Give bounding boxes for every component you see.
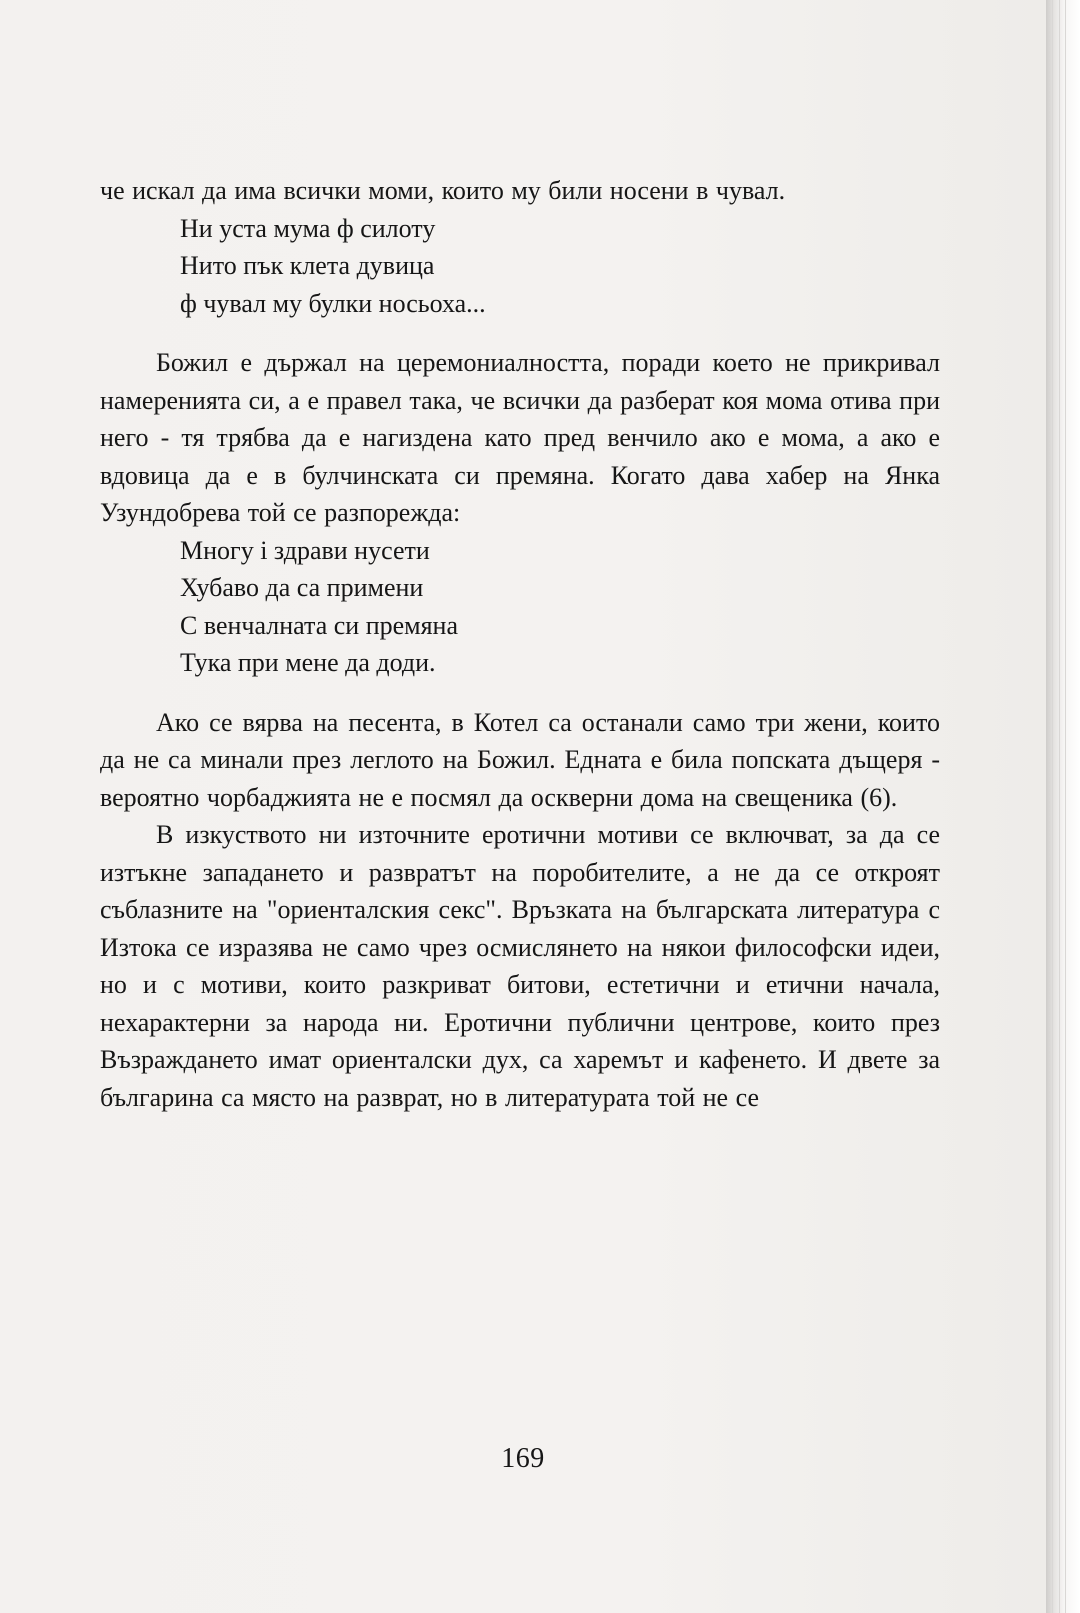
verse-first: [100, 210, 940, 323]
page-edge: [1046, 0, 1080, 1613]
verse-line: Тука при мене да доди.: [180, 648, 436, 677]
edge-line: [1059, 0, 1060, 1613]
paragraph-bozhil: Божил е държал на церемониалността, поради което не прикривал намеренията си, а е правел така, че всички да разберат коя мома отива при него - тя трябва да е нагиздена като пред венчило ако е мома, а ако е вдовица да е в булчинската си премяна. Когато дава хабер на Янка Узундобрева той се разпорежда:: [100, 348, 940, 527]
verse-line: С венчалната си премяна: [180, 610, 459, 640]
verse-line: Хубаво да са примени: [180, 573, 424, 602]
paragraph-oriental: В изкуството ни източните еротични мотиви се включват, за да се изтъкне западането и развратът на поробителите, а не да се откроят съблазните на "ориенталския секс". Връзката на българската литература с Изтока се изразява не само чрез осмислянето на някои философски идеи, но и с мотиви, които разкриват битови, естетични и етични начала, нехарактерни за народа ни. Еротични публични центрове, които през Възраждането имат ориенталски дух, са харемът и кафенето. И двете за българина са място на разврат, но в литературата той не се: [100, 820, 940, 1112]
page-number: 169: [501, 1443, 545, 1474]
edge-line: [1065, 0, 1066, 1613]
verse-line: Ни уста мума ф силоту: [180, 213, 436, 243]
verse-line: Нито пък клета дувица: [180, 251, 435, 280]
paragraph-kotel: Ако се вярва на песента, в Котел са останали само три жени, които да не са минали през леглото на Божил. Едната е била попската дъщеря - вероятно чорбаджията не е посмял да оскверни дома на свещеника (6).: [100, 707, 940, 812]
page-body: [100, 172, 940, 1116]
paragraph-continued: че искал да има всички моми, които му били носени в чувал.: [100, 176, 786, 205]
edge-line: [1052, 0, 1053, 1613]
verse-second: [100, 532, 940, 682]
verse-line: ф чувал му булки носьоха...: [180, 288, 486, 318]
verse-line: Многу і здрави нусети: [180, 535, 430, 565]
